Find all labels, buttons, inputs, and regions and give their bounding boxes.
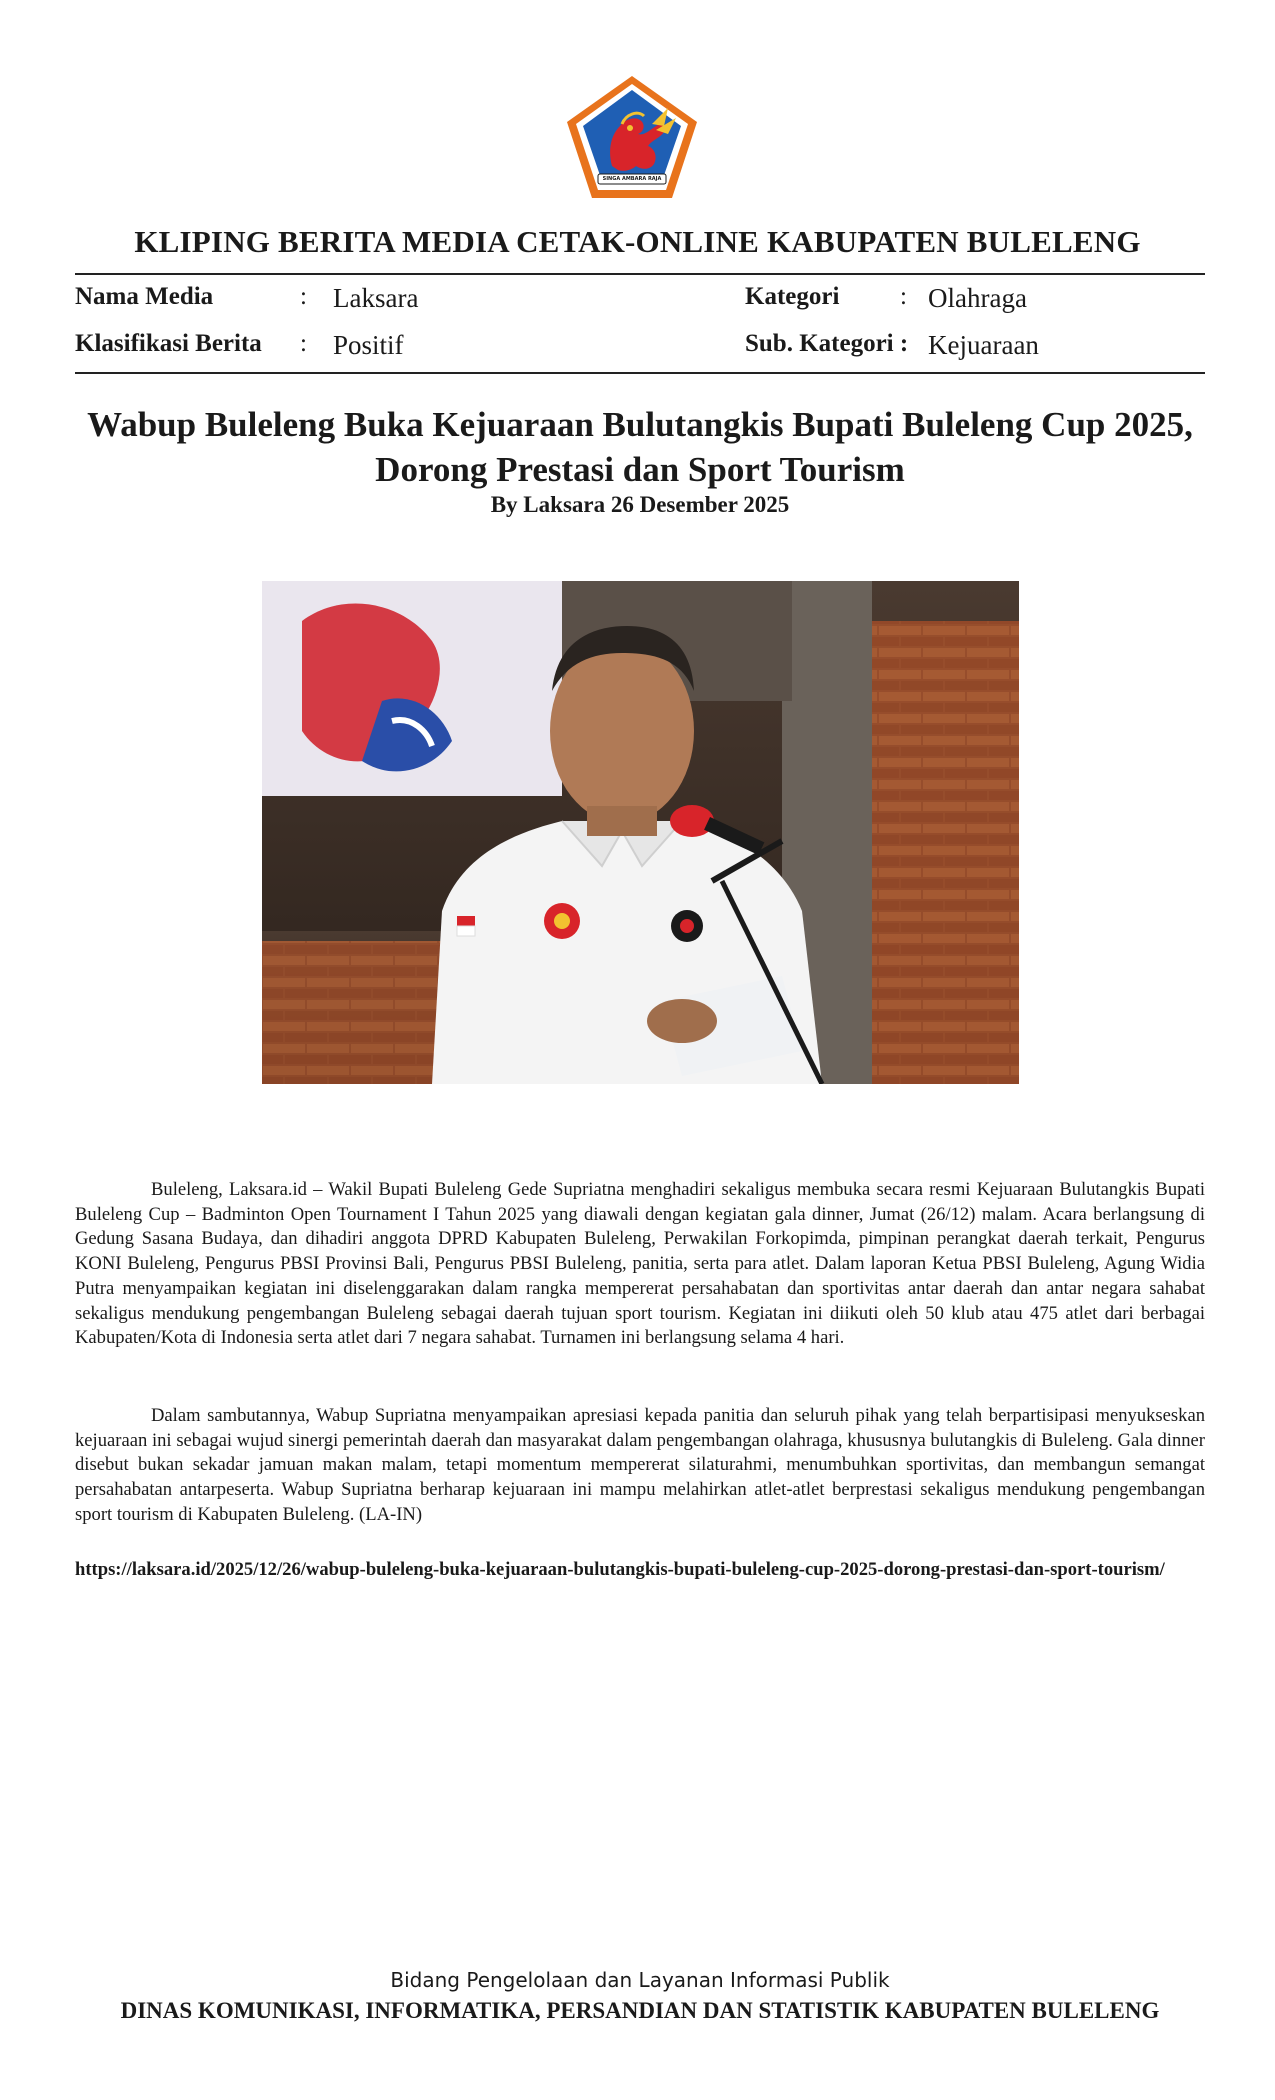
article-photo — [262, 581, 1019, 1084]
paragraph-1-text: Buleleng, Laksara.id – Wakil Bupati Buleleng Gede Supriatna menghadiri sekaligus membuka secara resmi Kejuaraan Bulutangkis Bupati Buleleng Cup – Badminton Open Tournament I Tahun 2025 yang diawali dengan kegiatan gala dinner, Jumat (26/12) malam. Acara berlangsung di Gedung Sasana Budaya, dan dihadiri anggota DPRD Kabupaten Buleleng, Perwakilan Forkopimda, pimpinan perangkat daerah terkait, Pengurus KONI Buleleng, Pengurus PBSI Provinsi Bali, Pengurus PBSI Buleleng, panitia, serta para atlet. Dalam laporan Ketua PBSI Buleleng, Agung Widia Putra menyampaikan kegiatan ini diselenggarakan dalam rangka mempererat persahabatan dan sportivitas antar daerah dan antar negara sahabat sekaligus mendukung pengembangan Buleleng sebagai daerah tujuan sport tourism. Kegiatan ini diikuti oleh 50 klub atau 475 atlet dari berbagai Kabupaten/Kota di Indonesia serta atlet dari 7 negara sahabat. Turnamen ini berlangsung selama 4 hari. — [75, 1179, 1205, 1349]
speaker-at-podium-photo-icon — [262, 581, 1019, 1084]
article-byline: By Laksara 26 Desember 2025 — [490, 492, 790, 517]
article-headline: Wabup Buleleng Buka Kejuaraan Bulutangkis Bupati Buleleng Cup 2025, Dorong Prestasi dan Sport Tourism — [87, 405, 1193, 489]
nama-media-colon: : — [300, 283, 307, 310]
footer-department: Bidang Pengelolaan dan Layanan Informasi Publik — [390, 1968, 890, 1992]
article-source-link[interactable]: https://laksara.id/2025/12/26/wabup-buleleng-buka-kejuaraan-bulutangkis-bupati-buleleng-cup-2025-dorong-prestasi-dan-sport-tourism/ — [75, 1559, 1165, 1580]
kategori-value: Olahraga — [928, 283, 1027, 313]
footer-agency: DINAS KOMUNIKASI, INFORMATIKA, PERSANDIAN DAN STATISTIK KABUPATEN BULELENG — [120, 1998, 1160, 2023]
buleleng-emblem-logo — [564, 74, 700, 202]
article-paragraph-2 — [75, 1404, 1205, 1528]
header-divider-top — [75, 273, 1205, 275]
sub-kategori-value: Kejuaraan — [928, 330, 1039, 360]
nama-media-value: Laksara — [333, 283, 419, 313]
paragraph-2-text: Dalam sambutannya, Wabup Supriatna menyampaikan apresiasi kepada panitia dan seluruh pihak yang telah berpartisipasi menyukseskan kejuaraan ini sebagai wujud sinergi pemerintah daerah dan masyarakat dalam pengembangan olahraga, khususnya bulutangkis di Buleleng. Gala dinner disebut bukan sekadar jamuan makan malam, tetapi momentum mempererat silaturahmi, menumbuhkan sportivitas, dan membangun semangat persahabatan antarpeserta. Wabup Supriatna berharap kejuaraan ini mampu melahirkan atlet-atlet berprestasi sekaligus mendukung pengembangan sport tourism di Kabupaten Buleleng. (LA-IN) — [75, 1405, 1205, 1525]
klasifikasi-berita-value: Positif — [333, 330, 404, 360]
sub-kategori-label: Sub. Kategori : — [745, 330, 909, 357]
header-divider-bottom — [75, 372, 1205, 374]
article-paragraph-1 — [75, 1178, 1205, 1351]
document-title: KLIPING BERITA MEDIA CETAK-ONLINE KABUPATEN BULELENG — [134, 224, 1141, 259]
klasifikasi-berita-colon: : — [300, 330, 307, 357]
emblem-banner-text: SINGA AMBARA RAJA — [602, 176, 662, 182]
nama-media-label: Nama Media — [75, 283, 214, 310]
kategori-colon: : — [900, 283, 907, 310]
klasifikasi-berita-label: Klasifikasi Berita — [75, 330, 262, 357]
kategori-label: Kategori — [745, 283, 840, 310]
